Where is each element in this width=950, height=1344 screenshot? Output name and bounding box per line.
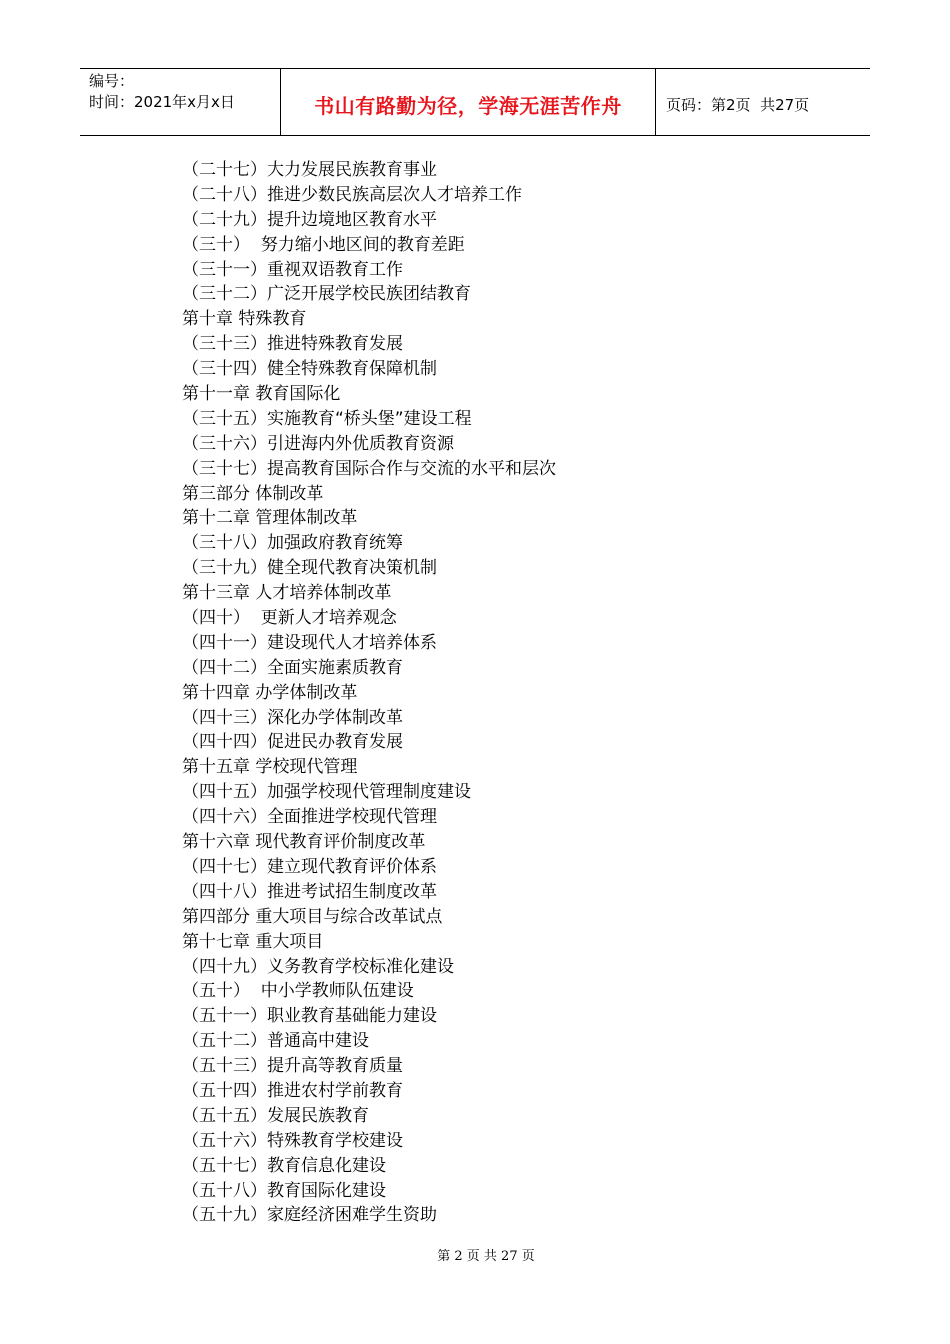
toc-entry: （三十三）推进特殊教育发展 <box>182 334 403 355</box>
toc-entry: （五十八）教育国际化建设 <box>182 1180 386 1201</box>
toc-entry: （四十一）建设现代人才培养体系 <box>182 632 437 653</box>
header-motto: 书山有路勤为径，学海无涯苦作舟 <box>281 69 656 135</box>
toc-heading: 第十六章 现代教育评价制度改革 <box>182 832 426 853</box>
toc-heading: 第四部分 重大项目与综合改革试点 <box>182 906 443 927</box>
toc-entry: （三十五）实施教育“桥头堡”建设工程 <box>182 408 472 429</box>
toc-entry: （三十七）提高教育国际合作与交流的水平和层次 <box>182 458 556 479</box>
header-page-info <box>656 69 870 135</box>
toc-heading: 第十一章 教育国际化 <box>182 384 341 405</box>
toc-entry: （四十） 更新人才培养观念 <box>182 608 397 629</box>
toc-entry: （三十） 努力缩小地区间的教育差距 <box>182 234 465 255</box>
toc-entry: （三十二）广泛开展学校民族团结教育 <box>182 284 471 305</box>
document-number-label: 编号： <box>89 72 135 90</box>
toc-entry: （三十八）加强政府教育统筹 <box>182 533 403 554</box>
page-header <box>80 68 870 136</box>
toc-entry: （二十九）提升边境地区教育水平 <box>182 209 437 230</box>
header-meta <box>80 69 281 135</box>
toc-entry: （五十五）发展民族教育 <box>182 1105 369 1126</box>
page-footer: 第 2 页 共 27 页 <box>437 1249 535 1264</box>
toc-entry: （五十四）推进农村学前教育 <box>182 1080 403 1101</box>
toc-heading: 第十三章 人才培养体制改革 <box>182 583 392 604</box>
toc-entry: （四十三）深化办学体制改革 <box>182 707 403 728</box>
toc-heading: 第三部分 体制改革 <box>182 483 324 504</box>
document-date: 时间：2021年x月x日 <box>89 93 235 111</box>
toc-entry: （三十一）重视双语教育工作 <box>182 259 403 280</box>
toc-entry: （四十五）加强学校现代管理制度建设 <box>182 782 471 803</box>
toc-entry: （五十九）家庭经济困难学生资助 <box>182 1205 437 1226</box>
toc-entry: （四十六）全面推进学校现代管理 <box>182 807 437 828</box>
toc-entry: （三十六）引进海内外优质教育资源 <box>182 433 454 454</box>
toc-entry: （三十九）健全现代教育决策机制 <box>182 558 437 579</box>
toc-entry: （四十九）义务教育学校标准化建设 <box>182 956 454 977</box>
toc-entry: （四十八）推进考试招生制度改革 <box>182 881 437 902</box>
toc-heading: 第十七章 重大项目 <box>182 931 324 952</box>
header-page-info-text: 页码：第2页 共27页 <box>666 95 810 114</box>
toc-entry: （五十二）普通高中建设 <box>182 1031 369 1052</box>
toc-entry: （五十六）特殊教育学校建设 <box>182 1130 403 1151</box>
toc-heading: 第十五章 学校现代管理 <box>182 757 358 778</box>
toc-entry: （五十） 中小学教师队伍建设 <box>182 981 414 1002</box>
toc-entry: （四十四）促进民办教育发展 <box>182 732 403 753</box>
toc-heading: 第十章 特殊教育 <box>182 309 307 330</box>
toc-entry: （五十七）教育信息化建设 <box>182 1155 386 1176</box>
toc-entry: （四十二）全面实施素质教育 <box>182 657 403 678</box>
toc-entry: （四十七）建立现代教育评价体系 <box>182 856 437 877</box>
toc-entry: （二十八）推进少数民族高层次人才培养工作 <box>182 184 522 205</box>
toc-entry: （三十四）健全特殊教育保障机制 <box>182 359 437 380</box>
table-of-contents <box>182 158 802 1228</box>
toc-entry: （五十一）职业教育基础能力建设 <box>182 1006 437 1027</box>
toc-entry: （五十三）提升高等教育质量 <box>182 1056 403 1077</box>
toc-heading: 第十四章 办学体制改革 <box>182 682 358 703</box>
toc-entry: （二十七）大力发展民族教育事业 <box>182 160 437 180</box>
toc-heading: 第十二章 管理体制改革 <box>182 508 358 529</box>
